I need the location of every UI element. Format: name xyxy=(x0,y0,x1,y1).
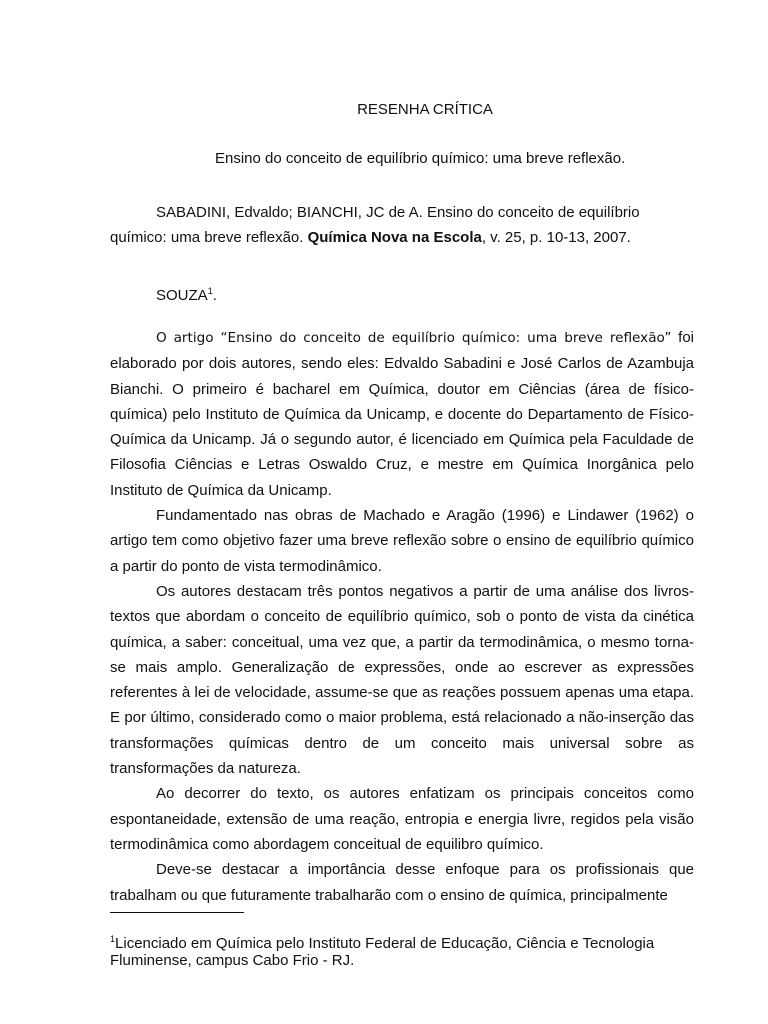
footnote-number: 1 xyxy=(110,934,116,944)
review-author-suffix: . xyxy=(212,287,217,304)
paragraph-3: Os autores destacam três pontos negativos a partir de uma análise dos livros-textos que abordam o conceito de equilíbrio químico, sob o ponto de vista da cinética química, a saber: conceitual, uma vez que, a partir da termodinâmica, o mesmo torna-se mais amplo. Generalização de expressões, onde ao escrever as expressões referentes à lei de velocidade, assume-se que as reações possuem apenas uma etapa. E por último, considerado como o maior problema, está relacionado a não-inserção das transformações químicas dentro de um conceito mais universal sobre as transformações da natureza. xyxy=(110,582,694,778)
footnote-divider xyxy=(110,912,244,913)
page-title: RESENHA CRÍTICA xyxy=(357,101,493,118)
footnote xyxy=(110,931,700,969)
footnote-text: Licenciado em Química pelo Instituto Federal de Educação, Ciência e Tecnologia Fluminense, campus Cabo Frio - RJ. xyxy=(110,935,655,969)
paragraph-1-text: foi elaborado por dois autores, sendo eles: Edvaldo Sabadini e José Carlos de Azambuja Bianchi. O primeiro é bacharel em Química, doutor em Ciências (área de físico-química) pelo Instituto de Química da Unicamp, e docente do Departamento de Físico-Química da Unicamp. Já o segundo autor, é licenciado em Química pela Faculdade de Filosofia Ciências e Letras Oswaldo Cruz, e mestre em Química Inorgânica pelo Instituto de Química da Unicamp. xyxy=(110,329,694,499)
review-body xyxy=(110,325,694,908)
article-title-quote: O artigo “Ensino do conceito de equilíbrio químico: uma breve reflexão” xyxy=(156,330,672,346)
reference-authors: SABADINI, Edvaldo; BIANCHI, JC de A. Ensino do conceito de equilíbrio químico: uma breve reflexão. xyxy=(110,204,640,247)
paragraph-2: Fundamentado nas obras de Machado e Aragão (1996) e Lindawer (1962) o artigo tem como objetivo fazer uma breve reflexão sobre o ensino de equilíbrio químico a partir do ponto de vista termodinâmico. xyxy=(110,507,694,575)
reference-details: , v. 25, p. 10-13, 2007. xyxy=(481,229,631,247)
paragraph-1 xyxy=(110,325,694,503)
paragraph-4: Ao decorrer do texto, os autores enfatizam os principais conceitos como espontaneidade, extensão de uma reação, entropia e energia livre, regidos pela visão termodinâmica como abordagem conceitual de equilibro químico. xyxy=(110,785,694,853)
page-subtitle: Ensino do conceito de equilíbrio químico: uma breve reflexão. xyxy=(215,150,626,167)
reference-journal: Química Nova na Escola xyxy=(307,229,482,247)
bibliographic-reference xyxy=(110,200,694,251)
review-author-name: SOUZA xyxy=(156,287,208,304)
review-author xyxy=(110,279,694,308)
paragraph-5: Deve-se destacar a importância desse enfoque para os profissionais que trabalham ou que futuramente trabalharão com o ensino de química, principalmente xyxy=(110,861,694,904)
footnote-mark: 1 xyxy=(207,286,213,296)
